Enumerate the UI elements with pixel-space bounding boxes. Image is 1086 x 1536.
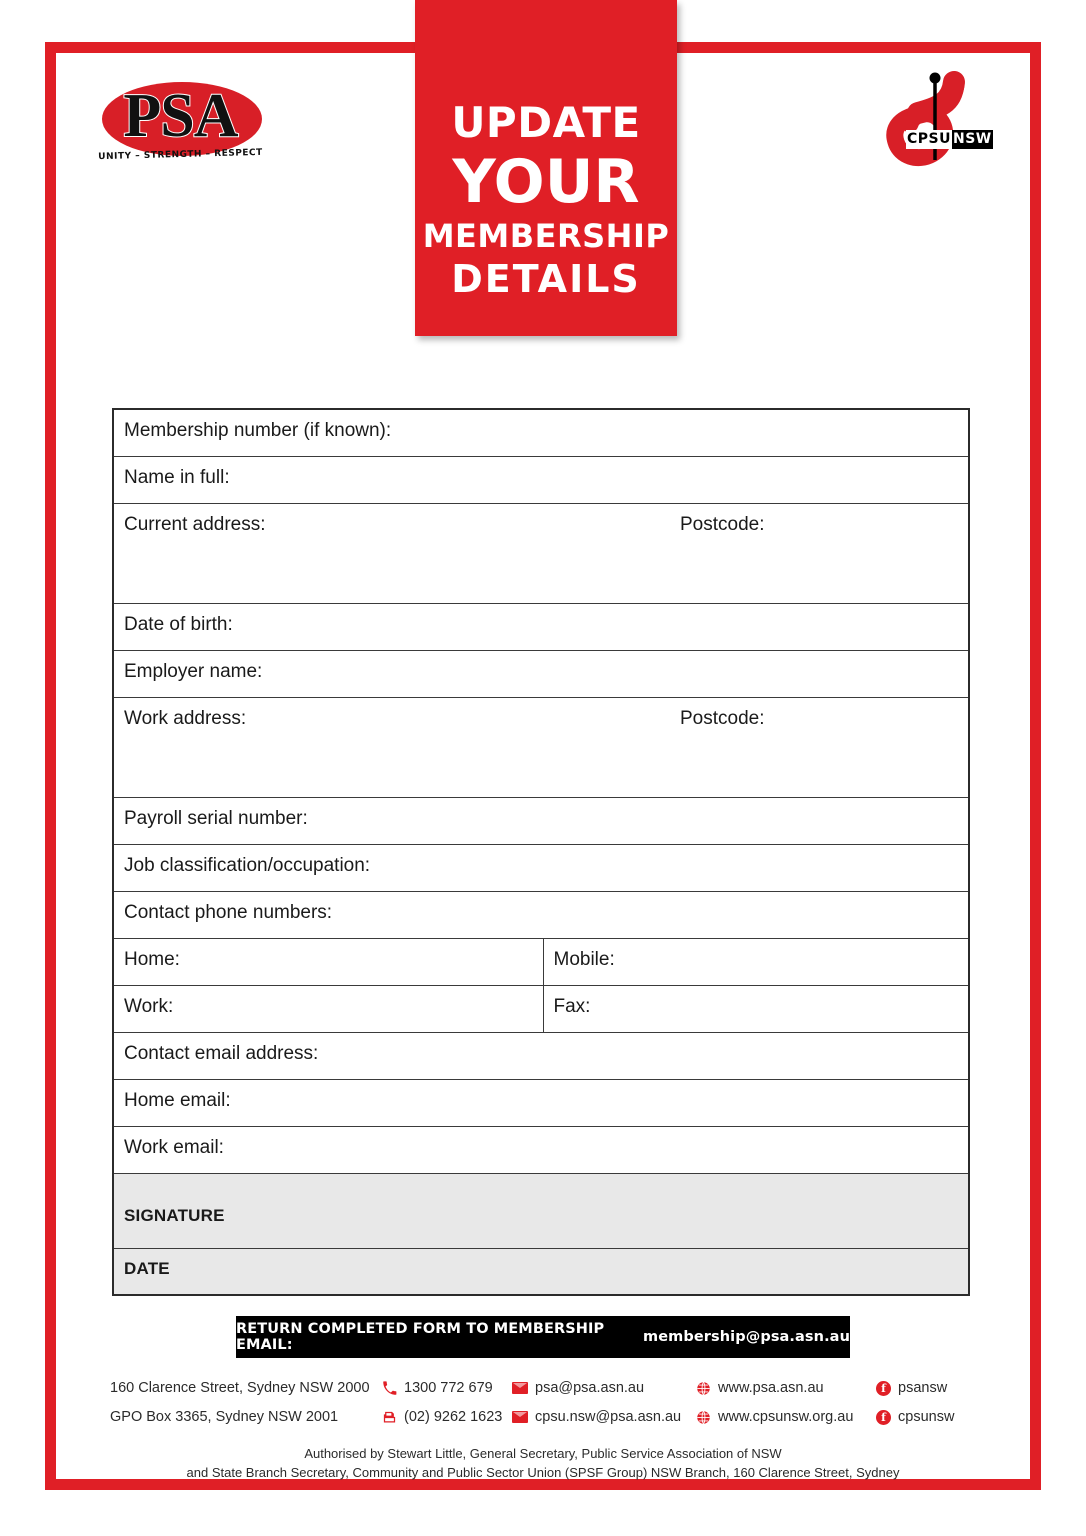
field-current-address[interactable] (113, 503, 969, 603)
table-row (113, 1126, 969, 1173)
table-row (113, 938, 969, 985)
field-date[interactable]: DATE (113, 1248, 969, 1295)
title-banner (415, 0, 677, 336)
field-work-email[interactable]: Work email: (113, 1126, 969, 1173)
membership-email-link[interactable]: membership@psa.asn.au (643, 1329, 850, 1345)
cpsu-logo-wordmark (906, 130, 993, 149)
membership-details-form (112, 408, 970, 1296)
table-row (113, 1248, 969, 1295)
facebook-icon: f (876, 1381, 891, 1396)
field-home-email[interactable]: Home email: (113, 1079, 969, 1126)
field-payroll-serial-number[interactable]: Payroll serial number: (113, 797, 969, 844)
fax-icon (382, 1410, 397, 1425)
field-current-address-label: Current address: (124, 513, 266, 535)
table-row (113, 1079, 969, 1126)
table-row (113, 697, 969, 797)
footer-facebook-row-1 (876, 1378, 976, 1398)
footer-email-row-2 (512, 1407, 696, 1427)
banner-line-details: DETAILS (451, 257, 641, 301)
table-row (113, 797, 969, 844)
footer-address-line-1: 160 Clarence Street, Sydney NSW 2000 (110, 1380, 370, 1396)
globe-icon (696, 1410, 711, 1425)
banner-line-membership: MEMBERSHIP (422, 217, 670, 255)
field-postcode-work-label: Postcode: (680, 707, 765, 729)
footer-facebook-cpsunsw[interactable]: cpsunsw (898, 1409, 955, 1425)
psa-logo (88, 78, 273, 178)
table-row (113, 409, 969, 456)
cpsu-logo-wordmark-cpsu: CPSU (907, 131, 951, 147)
table-row (113, 1173, 969, 1248)
table-row (113, 985, 969, 1032)
cpsu-logo-wordmark-nsw: NSW (953, 131, 992, 147)
field-contact-email-address[interactable]: Contact email address: (113, 1032, 969, 1079)
banner-line-your: YOUR (452, 147, 640, 217)
table-row (113, 650, 969, 697)
field-signature[interactable]: SIGNATURE (113, 1173, 969, 1248)
email-icon (512, 1411, 528, 1423)
field-work-address[interactable] (113, 697, 969, 797)
banner-line-update: UPDATE (451, 98, 641, 147)
field-postcode-current-label: Postcode: (680, 513, 765, 535)
field-date-of-birth[interactable]: Date of birth: (113, 603, 969, 650)
facebook-icon: f (876, 1410, 891, 1425)
table-row (113, 503, 969, 603)
phone-icon (382, 1381, 397, 1396)
footer-email-column (512, 1378, 696, 1427)
footer-phone-row (382, 1378, 512, 1398)
field-work-phone[interactable]: Work: (113, 985, 543, 1032)
footer-social-column (876, 1378, 976, 1427)
psa-logo-text: PSA (123, 82, 238, 150)
field-home-phone[interactable]: Home: (113, 938, 543, 985)
footer-facebook-psansw[interactable]: psansw (898, 1380, 948, 1396)
field-membership-number[interactable]: Membership number (if known): (113, 409, 969, 456)
authorisation-statement (110, 1444, 976, 1482)
globe-icon (696, 1381, 711, 1396)
footer-website-psa[interactable]: www.psa.asn.au (718, 1380, 824, 1396)
footer-contact-details (110, 1378, 976, 1427)
footer-email-cpsu[interactable]: cpsu.nsw@psa.asn.au (535, 1409, 682, 1425)
table-row (113, 1032, 969, 1079)
footer-website-cpsu[interactable]: www.cpsunsw.org.au (718, 1409, 854, 1425)
table-row (113, 603, 969, 650)
table-row (113, 844, 969, 891)
field-name-in-full[interactable]: Name in full: (113, 456, 969, 503)
footer-fax-row (382, 1407, 512, 1427)
table-row (113, 891, 969, 938)
footer-facebook-row-2 (876, 1407, 976, 1427)
footer-phone-column (382, 1378, 512, 1427)
table-row (113, 456, 969, 503)
footer-address-column (110, 1378, 382, 1427)
field-job-classification[interactable]: Job classification/occupation: (113, 844, 969, 891)
email-icon (512, 1382, 528, 1394)
return-instruction-banner (236, 1316, 850, 1358)
authorisation-line-2: and State Branch Secretary, Community and Public Sector Union (SPSF Group) NSW Branch, 160 Clarence Street, Sydney (186, 1465, 900, 1480)
psa-logo-tagline: UNITY – STRENGTH – RESPECT (98, 147, 263, 163)
footer-website-row-2 (696, 1407, 876, 1427)
footer-fax-number: (02) 9262 1623 (404, 1409, 503, 1425)
footer-email-psa[interactable]: psa@psa.asn.au (535, 1380, 645, 1396)
field-fax[interactable]: Fax: (543, 985, 969, 1032)
footer-website-row-1 (696, 1378, 876, 1398)
footer-email-row-1 (512, 1378, 696, 1398)
field-mobile-phone[interactable]: Mobile: (543, 938, 969, 985)
return-instruction-text: RETURN COMPLETED FORM TO MEMBERSHIP EMAIL: (236, 1321, 605, 1353)
field-contact-phone-numbers[interactable]: Contact phone numbers: (113, 891, 969, 938)
footer-phone-number: 1300 772 679 (404, 1380, 493, 1396)
footer-website-column (696, 1378, 876, 1427)
cpsu-swoosh-icon (884, 68, 1012, 168)
footer-address-line-2: GPO Box 3365, Sydney NSW 2001 (110, 1409, 339, 1425)
field-work-address-label: Work address: (124, 707, 247, 729)
cpsu-nsw-logo (884, 68, 1012, 168)
authorisation-line-1: Authorised by Stewart Little, General Secretary, Public Service Association of NSW (304, 1446, 782, 1461)
field-employer-name[interactable]: Employer name: (113, 650, 969, 697)
